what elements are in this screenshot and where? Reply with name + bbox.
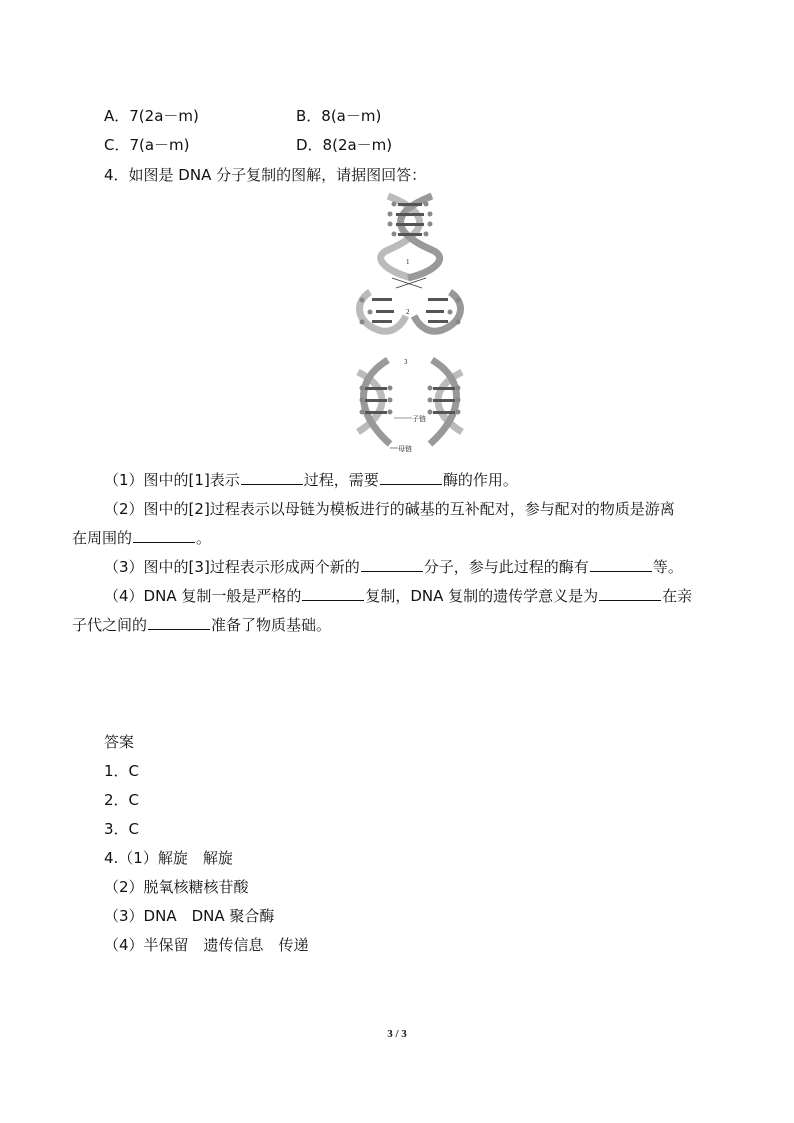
label-step-2: 2 bbox=[406, 308, 410, 316]
answer-blank[interactable] bbox=[241, 470, 303, 485]
answer-blank[interactable] bbox=[380, 470, 442, 485]
option-b: B．8(a－m) bbox=[296, 107, 382, 125]
page-number: 3 / 3 bbox=[387, 1028, 407, 1040]
label-parent-strand: 母链 bbox=[398, 445, 412, 453]
question-4-part-2: （2）图中的[2]过程表示以母链为模板进行的碱基的互补配对，参与配对的物质是游离 bbox=[104, 500, 675, 518]
answer-blank[interactable] bbox=[302, 586, 364, 601]
option-a: A．7(2a－m) bbox=[104, 107, 199, 125]
question-4-part-1: （1）图中的[1]表示 过程，需要 酶的作用。 bbox=[104, 471, 518, 489]
answer-4-part-1: 4.（1）解旋 解旋 bbox=[104, 849, 233, 867]
answer-blank[interactable] bbox=[148, 615, 210, 630]
answer-blank[interactable] bbox=[599, 586, 661, 601]
answer-blank[interactable] bbox=[361, 557, 423, 572]
answer-3: 3．C bbox=[104, 820, 140, 838]
answer-1: 1．C bbox=[104, 762, 140, 780]
question-4-part-4: （4）DNA 复制一般是严格的 复制，DNA 复制的遗传学意义是为 在亲 bbox=[104, 587, 693, 605]
option-d: D．8(2a－m) bbox=[296, 136, 393, 154]
label-step-3: 3 bbox=[404, 358, 408, 366]
label-step-1: 1 bbox=[406, 258, 410, 266]
question-4-part-3: （3）图中的[3]过程表示形成两个新的 分子，参与此过程的酶有 等。 bbox=[104, 558, 683, 576]
answers-heading: 答案 bbox=[104, 733, 135, 751]
dna-replication-diagram bbox=[350, 192, 470, 454]
label-daughter-strand: 子链 bbox=[412, 415, 426, 423]
answer-blank[interactable] bbox=[590, 557, 652, 572]
question-4-stem: 4．如图是 DNA 分子复制的图解，请据图回答： bbox=[104, 166, 427, 184]
question-4-part-4-cont: 子代之间的 准备了物质基础。 bbox=[72, 616, 332, 634]
answer-4-part-3: （3）DNA DNA 聚合酶 bbox=[104, 907, 275, 925]
answer-2: 2．C bbox=[104, 791, 140, 809]
answer-blank[interactable] bbox=[133, 528, 195, 543]
question-4-part-2-cont: 在周围的 。 bbox=[72, 529, 212, 547]
option-c: C．7(a－m) bbox=[104, 136, 190, 154]
answer-4-part-4: （4）半保留 遗传信息 传递 bbox=[104, 936, 309, 954]
answer-4-part-2: （2）脱氧核糖核苷酸 bbox=[104, 878, 249, 896]
